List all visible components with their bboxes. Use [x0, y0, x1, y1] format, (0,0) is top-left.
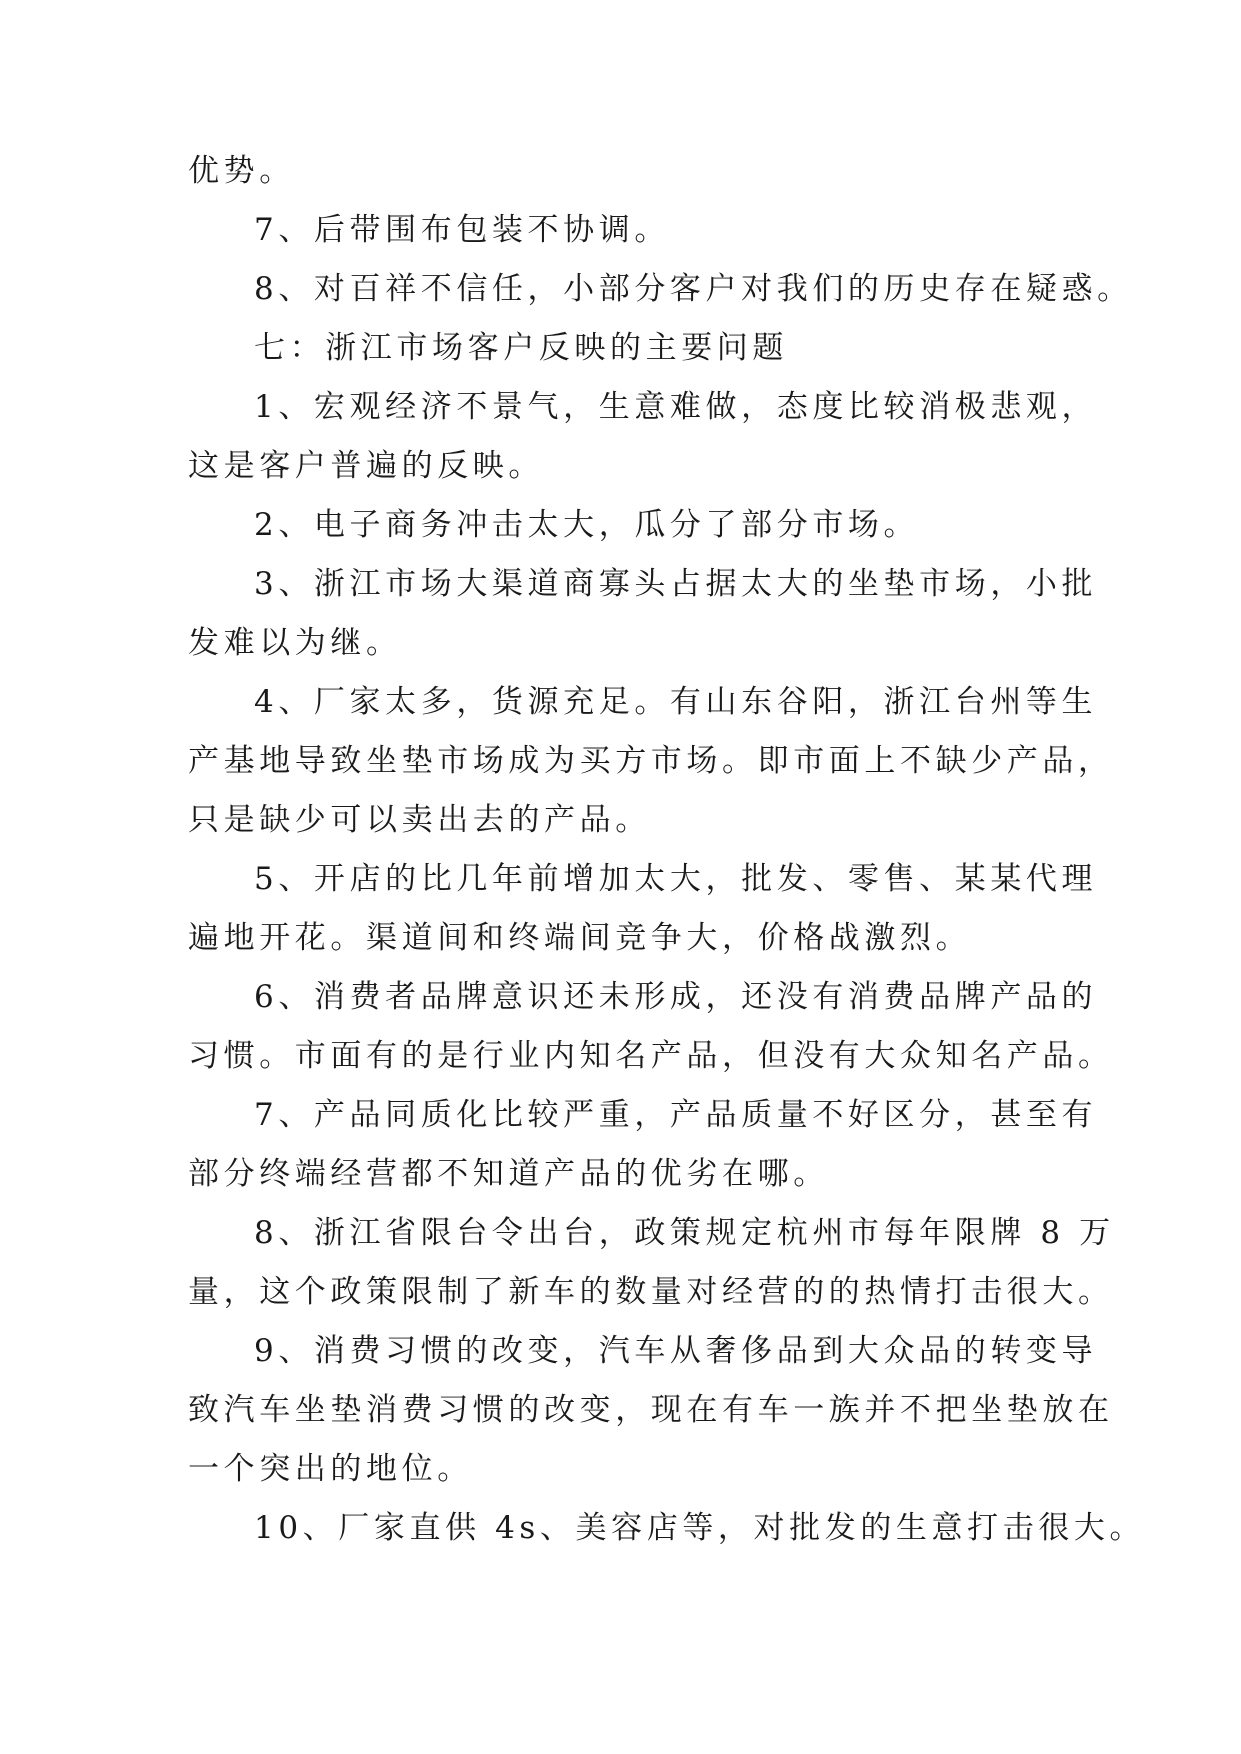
text-line: 4、厂家太多，货源充足。有山东谷阳，浙江台州等生	[254, 684, 1098, 720]
text-line: 2、电子商务冲击太大，瓜分了部分市场。	[254, 507, 920, 543]
text-line: 9、消费习惯的改变，汽车从奢侈品到大众品的转变导	[254, 1333, 1098, 1369]
text-line: 7、后带围布包装不协调。	[254, 212, 670, 248]
text-line: 致汽车坐垫消费习惯的改变，现在有车一族并不把坐垫放在	[188, 1392, 1114, 1428]
text-line: 5、开店的比几年前增加太大，批发、零售、某某代理	[254, 861, 1098, 897]
text-line: 10、厂家直供 4s、美容店等，对批发的生意打击很大。	[254, 1510, 1146, 1546]
text-line: 只是缺少可以卖出去的产品。	[188, 802, 651, 838]
text-line: 量，这个政策限制了新车的数量对经营的的热情打击很大。	[188, 1274, 1114, 1310]
text-line: 产基地导致坐垫市场成为买方市场。即市面上不缺少产品，	[188, 743, 1114, 779]
text-line: 7、产品同质化比较严重，产品质量不好区分，甚至有	[254, 1097, 1098, 1133]
text-line: 发难以为继。	[188, 625, 402, 661]
text-line: 1、宏观经济不景气，生意难做，态度比较消极悲观，	[254, 389, 1098, 425]
text-line: 部分终端经营都不知道产品的优劣在哪。	[188, 1156, 829, 1192]
text-line: 8、浙江省限台令出台，政策规定杭州市每年限牌 8 万	[254, 1215, 1115, 1251]
text-line: 3、浙江市场大渠道商寡头占据太大的坐垫市场，小批	[254, 566, 1098, 602]
text-line: 遍地开花。渠道间和终端间竞争大，价格战激烈。	[188, 920, 972, 956]
text-line: 8、对百祥不信任，小部分客户对我们的历史存在疑惑。	[254, 271, 1133, 307]
text-line: 一个突出的地位。	[188, 1451, 473, 1487]
text-line: 6、消费者品牌意识还未形成，还没有消费品牌产品的	[254, 979, 1098, 1015]
text-line: 优势。	[188, 153, 295, 189]
section-heading: 七：浙江市场客户反映的主要问题	[254, 330, 788, 366]
text-line: 习惯。市面有的是行业内知名产品，但没有大众知名产品。	[188, 1038, 1114, 1074]
document-page	[188, 142, 1146, 1558]
text-line: 这是客户普遍的反映。	[188, 448, 544, 484]
